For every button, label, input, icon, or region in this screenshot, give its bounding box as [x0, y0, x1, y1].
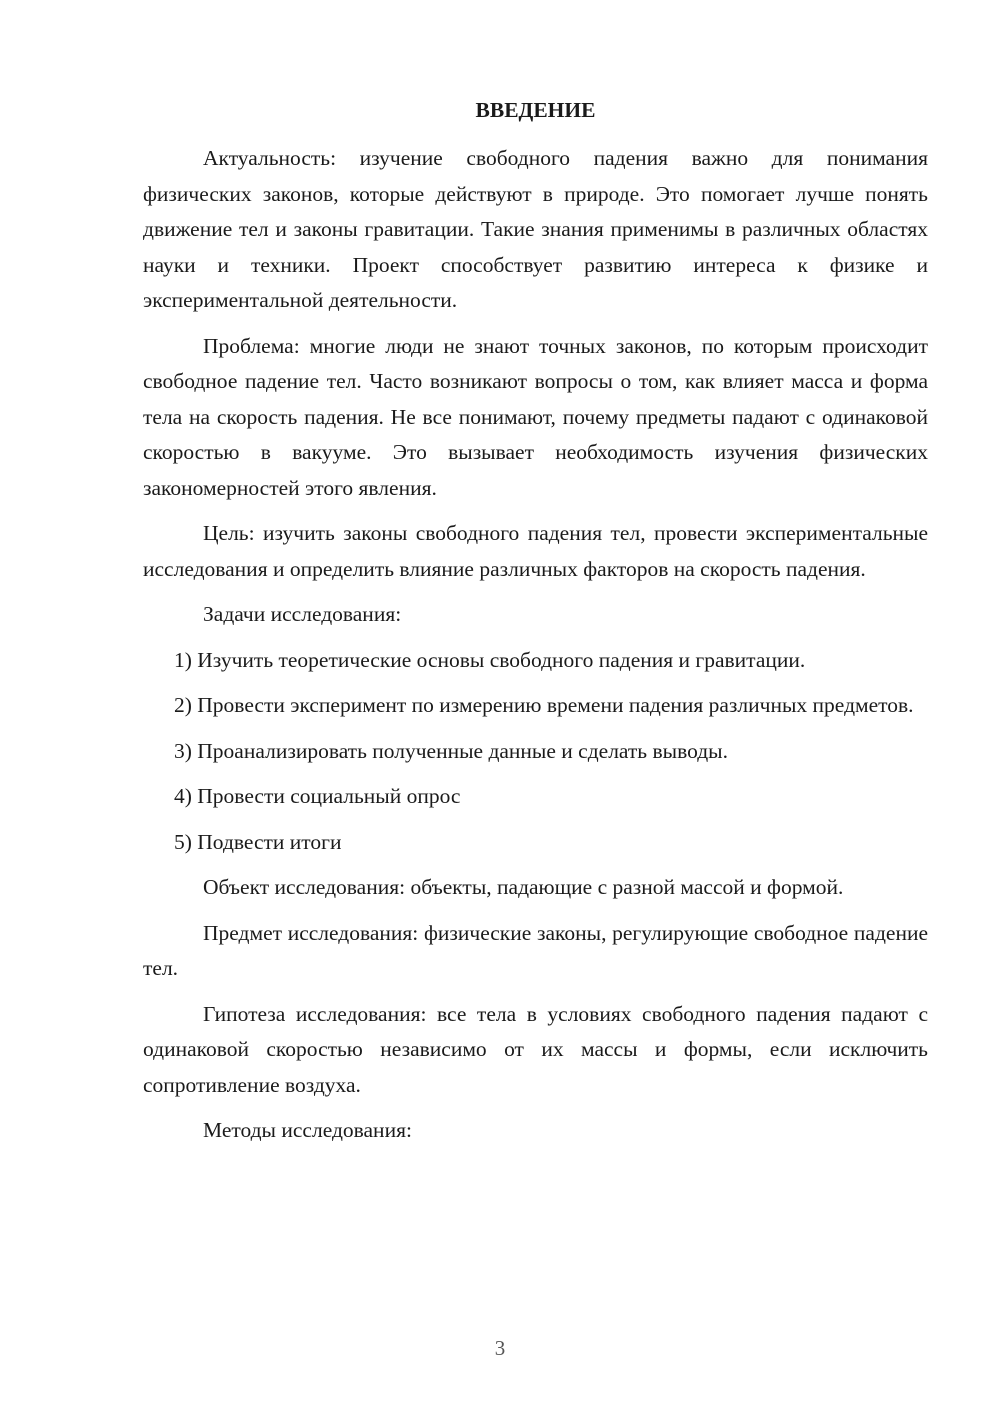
- subject-paragraph: Предмет исследования: физические законы, регулирующие свободное падение тел.: [143, 920, 928, 980]
- page-number: 3: [494, 1336, 506, 1360]
- task-item-4: 4) Провести социальный опрос: [174, 784, 461, 808]
- task-item-2: 2) Провести эксперимент по измерению времени падения различных предметов.: [174, 693, 914, 717]
- relevance-paragraph: Актуальность: изучение свободного падения важно для понимания физических законов, которые действуют в природе. Это помогает лучше понять движение тел и законы гравитации. Такие знания применимы в различных областях науки и техники. Проект способствует развитию интереса к физике и экспериментальной деятельности.: [143, 146, 928, 312]
- methods-title: Методы исследования:: [203, 1118, 412, 1142]
- hypothesis-paragraph: Гипотеза исследования: все тела в условиях свободного падения падают с одинаковой скоростью независимо от их массы и формы, если исключить сопротивление воздуха.: [143, 1001, 928, 1097]
- task-item-5: 5) Подвести итоги: [174, 829, 342, 854]
- task-item-3: 3) Проанализировать полученные данные и сделать выводы.: [174, 738, 728, 763]
- tasks-title: Задачи исследования:: [203, 602, 402, 626]
- section-heading: ВВЕДЕНИЕ: [475, 98, 596, 122]
- problem-paragraph: Проблема: многие люди не знают точных законов, по которым происходит свободное падение тел. Часто возникают вопросы о том, как влияет масса и форма тела на скорость падения. Не все понимают, почему предметы падают с одинаковой скоростью в вакууме. Это вызывает необходимость изучения физических закономерностей этого явления.: [143, 333, 928, 500]
- object-paragraph: Объект исследования: объекты, падающие с разной массой и формой.: [203, 875, 844, 899]
- goal-paragraph: Цель: изучить законы свободного падения тел, провести экспериментальные исследования и определить влияние различных факторов на скорость падения.: [143, 521, 928, 581]
- page-content: [143, 92, 928, 1159]
- task-item-1: 1) Изучить теоретические основы свободного падения и гравитации.: [174, 647, 806, 672]
